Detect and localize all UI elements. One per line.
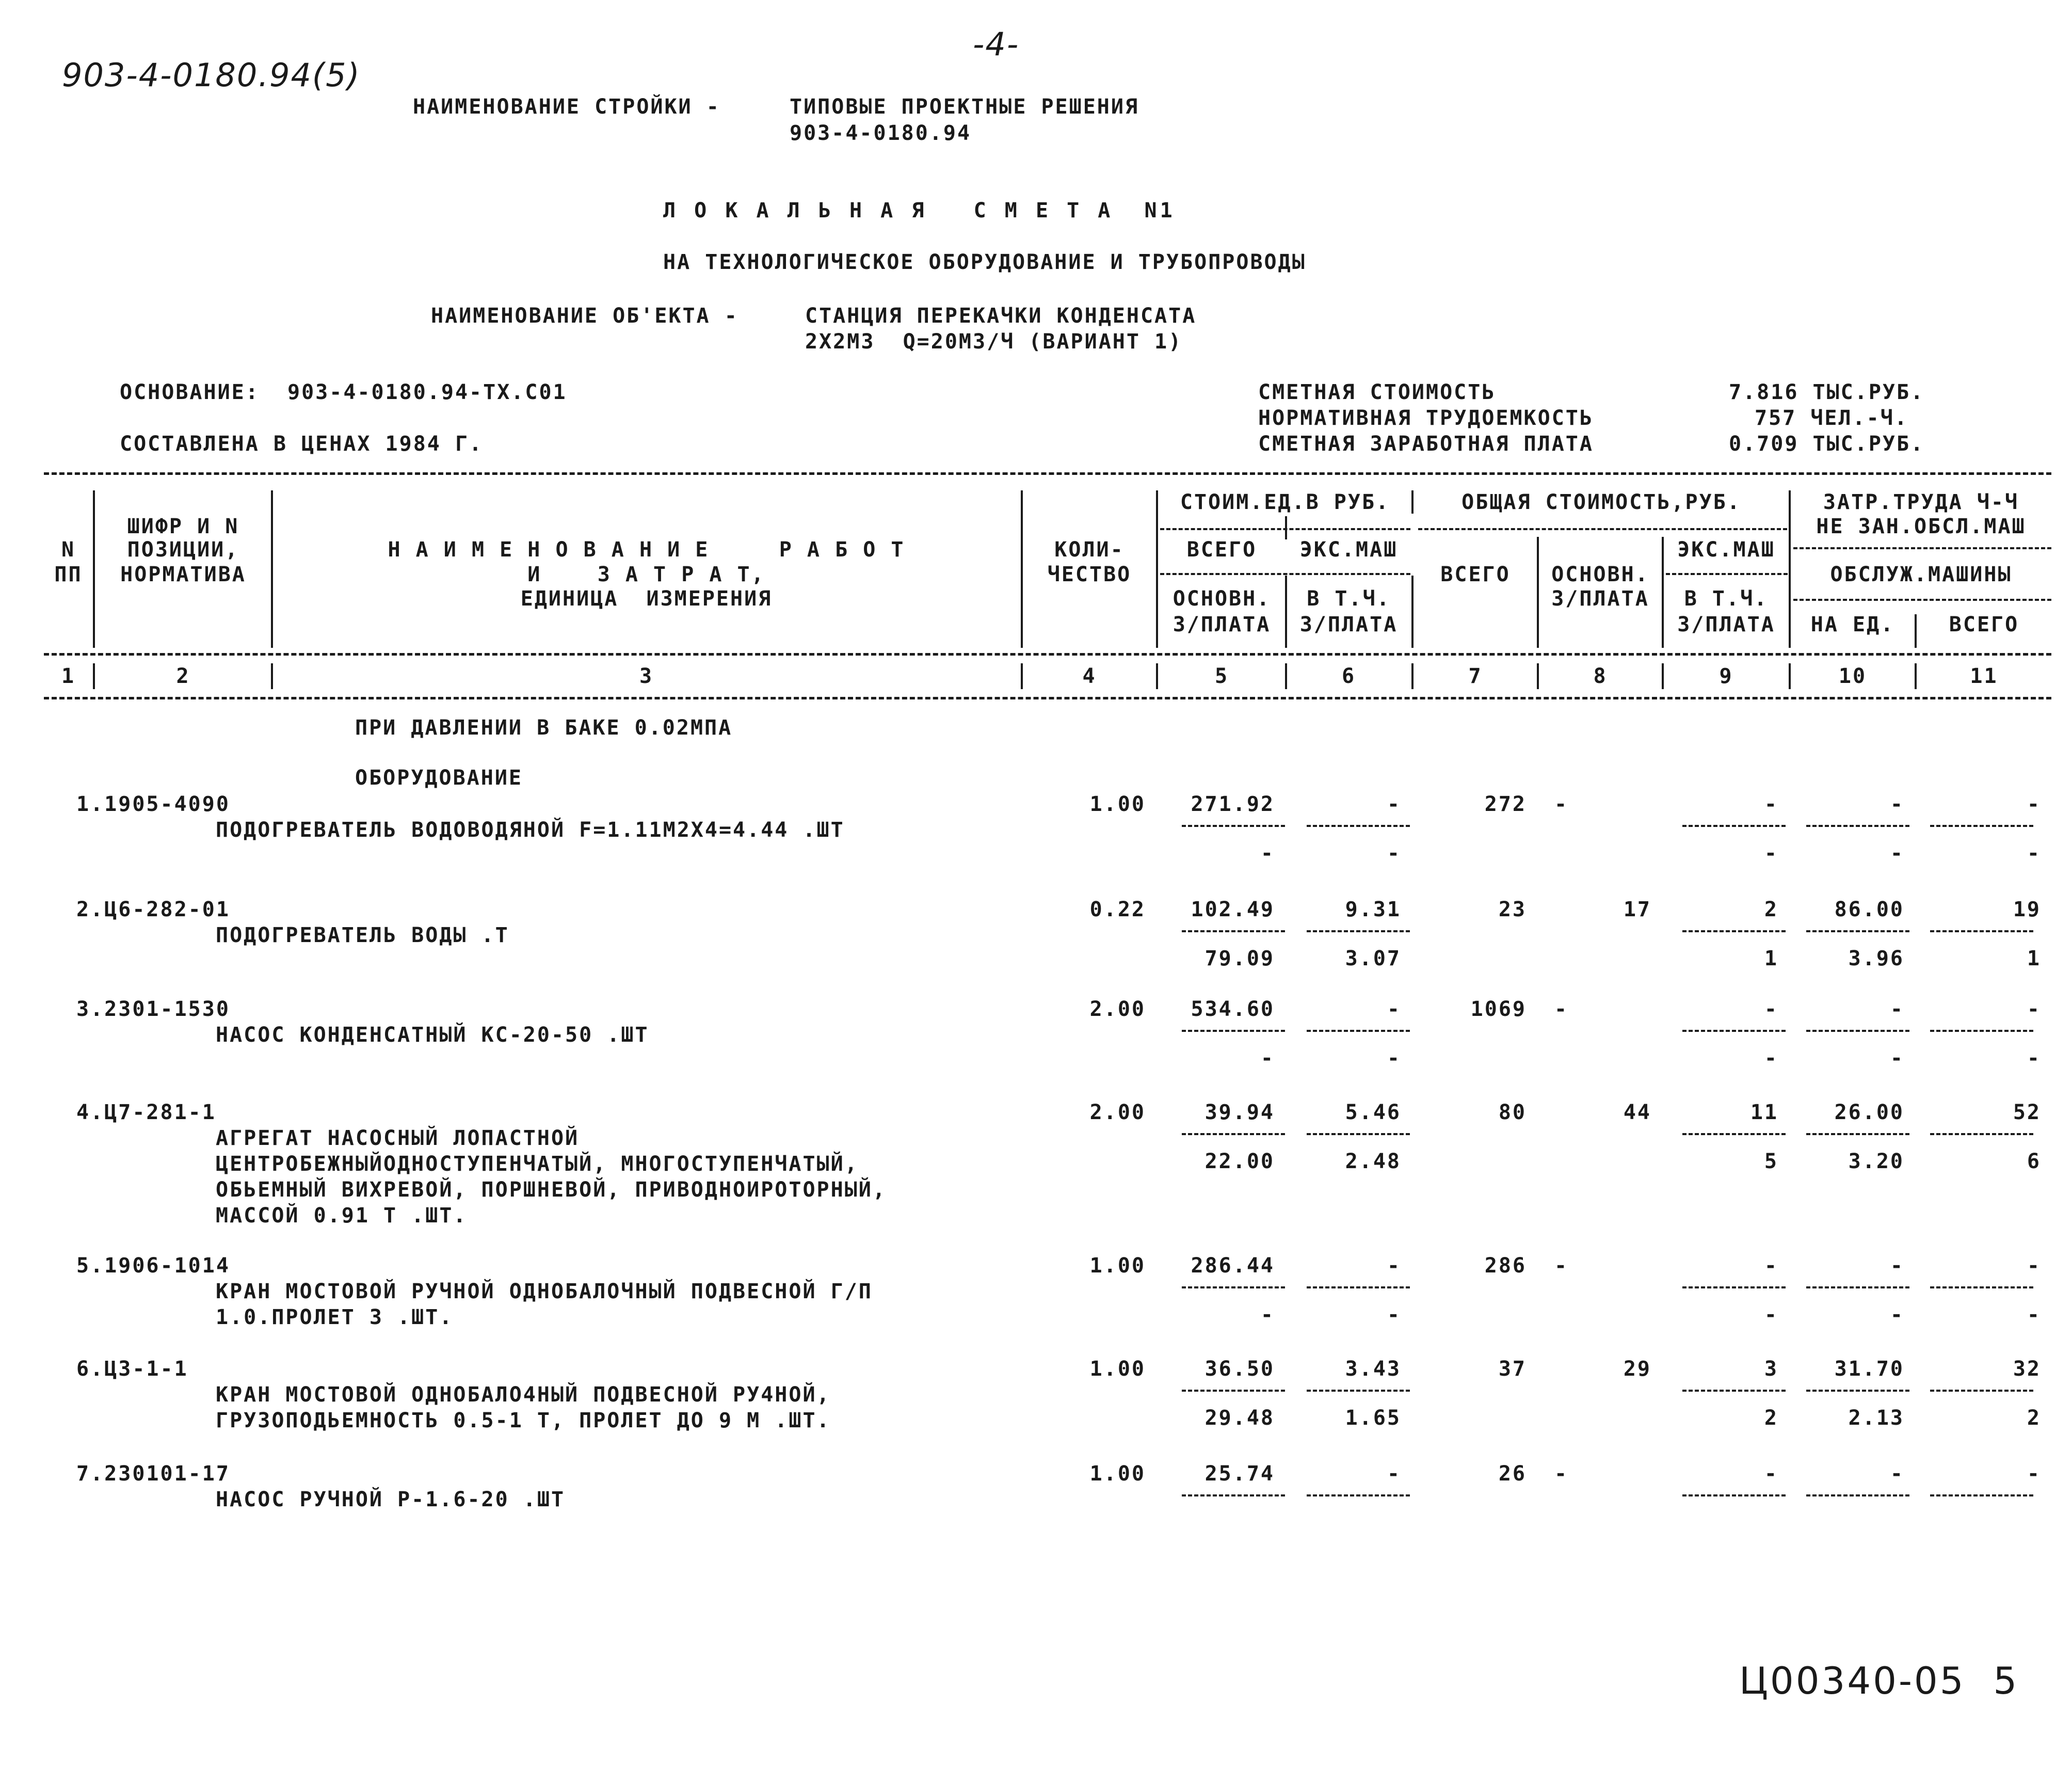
archive-stamp: Ц00340-05 5	[1739, 1659, 2019, 1702]
cell-qty: 1.00	[1089, 1357, 1146, 1381]
header-bottom-rule	[44, 653, 2051, 656]
row-divider	[1682, 1286, 1786, 1288]
hdr-code-1: ШИФР И N	[127, 515, 239, 538]
hdr-code-3: НОРМАТИВА	[120, 563, 246, 586]
cell-unit: 25.74	[1204, 1462, 1275, 1486]
hdr-name-3: ЕДИНИЦА ИЗМЕРЕНИЯ	[520, 587, 773, 611]
labor-label: НОРМАТИВНАЯ ТРУДОЕМКОСТЬ	[1258, 406, 1594, 430]
cell-qty: 2.00	[1089, 1101, 1146, 1124]
cell-tbase: -	[1554, 792, 1569, 816]
hdr-labor-unit: НА ЕД.	[1810, 613, 1895, 636]
cell-l11: -	[2027, 1254, 2041, 1278]
hdr-labor-all: ВСЕГО	[1949, 613, 2019, 636]
doc-title: Л О К А Л Ь Н А Я С М Е Т А N1	[663, 199, 1176, 222]
cell-exs: 9.31	[1345, 898, 1401, 921]
cell-texs: 11	[1750, 1101, 1778, 1124]
hdr-unit-incl: В Т.Ч.	[1307, 587, 1391, 611]
row-divider	[1307, 1390, 1410, 1392]
row-divider	[1307, 825, 1410, 827]
row-divider	[1806, 930, 1909, 932]
cell-tbase: -	[1554, 1254, 1569, 1278]
row-divider	[1806, 1390, 1909, 1392]
hdr-total-base: ОСНОВН.	[1551, 563, 1649, 586]
row-divider	[1307, 1494, 1410, 1496]
cell-tincl: 2	[1764, 1406, 1778, 1430]
hdr-qty-1: КОЛИ-	[1054, 538, 1125, 562]
row-code: 6.Ц3-1-1	[76, 1357, 188, 1381]
cell-l10: -	[1890, 1462, 1904, 1486]
row-name: МАССОЙ 0.91 Т .ШТ.	[216, 1204, 468, 1228]
cell-base: -	[1260, 1303, 1275, 1327]
cell-qty: 0.22	[1089, 898, 1146, 921]
cell-base: 22.00	[1204, 1150, 1275, 1173]
cell-m11: -	[2027, 1046, 2041, 1070]
cell-l10: -	[1890, 1254, 1904, 1278]
row-name: КРАН МОСТОВОЙ ОДНОБАЛО4НЫЙ ПОДВЕСНОЙ РУ4НОЙ,	[216, 1383, 831, 1407]
row-name: ЦЕНТРОБЕЖНЫЙОДНОСТУПЕНЧАТЫЙ, МНОГОСТУПЕНЧАТЫЙ,	[216, 1152, 859, 1176]
row-name: КРАН МОСТОВОЙ РУЧНОЙ ОДНОБАЛОЧНЫЙ ПОДВЕСНОЙ Г/П	[216, 1280, 873, 1303]
row-divider	[1182, 1286, 1285, 1288]
hdr-total-incl-wage: З/ПЛАТА	[1677, 613, 1775, 636]
row-divider	[1307, 1030, 1410, 1032]
construction-label: НАИМЕНОВАНИЕ СТРОЙКИ -	[413, 95, 720, 119]
cell-qty: 2.00	[1089, 997, 1146, 1021]
hdr-unit-total: ВСЕГО	[1186, 538, 1257, 562]
object-variant: 2Х2М3 Q=20М3/Ч (ВАРИАНТ 1)	[805, 330, 1183, 354]
row-divider	[1682, 1133, 1786, 1135]
row-divider	[1682, 1030, 1786, 1032]
row-code: 5.1906-1014	[76, 1254, 230, 1278]
cell-l11: -	[2027, 1462, 2041, 1486]
cell-m10: 3.20	[1848, 1150, 1904, 1173]
cell-tbase: 17	[1623, 898, 1651, 921]
cell-qty: 1.00	[1089, 1462, 1146, 1486]
row-divider	[1806, 1494, 1909, 1496]
hdr-total-exs: ЭКС.МАШ	[1677, 538, 1775, 562]
cell-tincl: 5	[1764, 1150, 1778, 1173]
cell-unit: 102.49	[1191, 898, 1275, 921]
row-divider	[1930, 1390, 2033, 1392]
row-code: 7.230101-17	[76, 1462, 230, 1486]
hdr-unit-base: ОСНОВН.	[1172, 587, 1271, 611]
cell-incl: 3.07	[1345, 947, 1401, 970]
row-name: ПОДОГРЕВАТЕЛЬ ВОДОВОДЯНОЙ F=1.11М2Х4=4.44 .ШТ	[216, 818, 845, 842]
row-divider	[1307, 930, 1410, 932]
cell-exs: 5.46	[1345, 1101, 1401, 1124]
cell-texs: -	[1764, 1254, 1778, 1278]
row-divider	[1182, 1133, 1285, 1135]
row-divider	[1682, 1390, 1786, 1392]
row-divider	[1682, 930, 1786, 932]
row-divider	[1182, 930, 1285, 932]
cell-base: -	[1260, 841, 1275, 865]
cell-total: 1069	[1470, 997, 1527, 1021]
row-name: ГРУЗОПОДЬЕМНОСТЬ 0.5-1 Т, ПРОЛЕТ ДО 9 М .ШТ.	[216, 1409, 831, 1432]
cell-exs: -	[1387, 1462, 1401, 1486]
cell-m11: -	[2027, 1303, 2041, 1327]
row-divider	[1307, 1286, 1410, 1288]
cell-texs: 2	[1764, 898, 1778, 921]
cell-l11: -	[2027, 997, 2041, 1021]
hdr-total-wage: З/ПЛАТА	[1551, 587, 1649, 611]
row-divider	[1806, 1030, 1909, 1032]
cell-tbase: 44	[1623, 1101, 1651, 1124]
row-divider	[1806, 1286, 1909, 1288]
cell-exs: -	[1387, 997, 1401, 1021]
cell-tbase: -	[1554, 997, 1569, 1021]
labor-value: 757 ЧЕЛ.-Ч.	[1755, 406, 1908, 430]
cell-total: 26	[1498, 1462, 1527, 1486]
row-divider	[1682, 825, 1786, 827]
row-code: 2.Ц6-282-01	[76, 898, 230, 921]
hdr-total-all: ВСЕГО	[1440, 563, 1511, 586]
hdr-unit-wage: З/ПЛАТА	[1172, 613, 1271, 636]
object-value: СТАНЦИЯ ПЕРЕКАЧКИ КОНДЕНСАТА	[805, 304, 1197, 328]
cell-exs: -	[1387, 1254, 1401, 1278]
object-label: НАИМЕНОВАНИЕ ОБ'ЕКТА -	[431, 304, 738, 328]
cell-tbase: 29	[1623, 1357, 1651, 1381]
cell-incl: -	[1387, 1303, 1401, 1327]
cell-qty: 1.00	[1089, 792, 1146, 816]
cell-texs: -	[1764, 997, 1778, 1021]
cell-base: 79.09	[1204, 947, 1275, 970]
cell-total: 272	[1484, 792, 1527, 816]
cell-unit: 39.94	[1204, 1101, 1275, 1124]
row-divider	[1307, 1133, 1410, 1135]
cost-value: 7.816 ТЫС.РУБ.	[1729, 380, 1925, 404]
cell-m10: -	[1890, 1046, 1904, 1070]
cell-incl: -	[1387, 841, 1401, 865]
row-code: 4.Ц7-281-1	[76, 1101, 216, 1124]
row-divider	[1182, 1390, 1285, 1392]
cell-m11: -	[2027, 841, 2041, 865]
row-divider	[1806, 825, 1909, 827]
hdr-labor-sub: НЕ ЗАН.ОБСЛ.МАШ	[1816, 515, 2026, 538]
cell-base: -	[1260, 1046, 1275, 1070]
table-top-rule	[44, 472, 2051, 475]
wage-value: 0.709 ТЫС.РУБ.	[1729, 432, 1925, 456]
cell-total: 37	[1498, 1357, 1527, 1381]
cell-incl: 1.65	[1345, 1406, 1401, 1430]
row-name: ОБЬЕМНЫЙ ВИХРЕВОЙ, ПОРШНЕВОЙ, ПРИВОДНОИРОТОРНЫЙ,	[216, 1178, 887, 1202]
row-divider	[1930, 1133, 2033, 1135]
hdr-unit-cost: СТОИМ.ЕД.В РУБ.	[1180, 490, 1390, 514]
cell-l11: 52	[2013, 1101, 2041, 1124]
cell-tbase: -	[1554, 1462, 1569, 1486]
cell-exs: 3.43	[1345, 1357, 1401, 1381]
cell-exs: -	[1387, 792, 1401, 816]
section-pressure: ПРИ ДАВЛЕНИИ В БАКЕ 0.02МПА	[355, 716, 733, 740]
cell-total: 23	[1498, 898, 1527, 921]
cell-l11: -	[2027, 792, 2041, 816]
cell-tincl: -	[1764, 1303, 1778, 1327]
cell-m10: 2.13	[1848, 1406, 1904, 1430]
cell-l11: 19	[2013, 898, 2041, 921]
cell-l10: -	[1890, 997, 1904, 1021]
wage-label: СМЕТНАЯ ЗАРАБОТНАЯ ПЛАТА	[1258, 432, 1594, 456]
cell-unit: 36.50	[1204, 1357, 1275, 1381]
cell-l10: 86.00	[1834, 898, 1904, 921]
row-divider	[1930, 1494, 2033, 1496]
row-code: 3.2301-1530	[76, 997, 230, 1021]
hdr-name-2: И З А Т Р А Т,	[527, 563, 765, 586]
cell-l10: 31.70	[1834, 1357, 1904, 1381]
hdr-code-2: ПОЗИЦИИ,	[127, 538, 239, 562]
hdr-labor-mach: ОБСЛУЖ.МАШИНЫ	[1830, 563, 2012, 586]
cell-l10: -	[1890, 792, 1904, 816]
cell-m11: 1	[2027, 947, 2041, 970]
cell-base: 29.48	[1204, 1406, 1275, 1430]
cell-incl: 2.48	[1345, 1150, 1401, 1173]
hdr-total-incl: В Т.Ч.	[1684, 587, 1769, 611]
cell-qty: 1.00	[1089, 1254, 1146, 1278]
cell-tincl: -	[1764, 841, 1778, 865]
hdr-unit-incl-wage: З/ПЛАТА	[1299, 613, 1398, 636]
row-name: НАСОС КОНДЕНСАТНЫЙ КС-20-50 .ШТ	[216, 1023, 649, 1047]
cell-incl: -	[1387, 1046, 1401, 1070]
cell-m10: 3.96	[1848, 947, 1904, 970]
cell-m10: -	[1890, 1303, 1904, 1327]
hdr-total-cost: ОБЩАЯ СТОИМОСТЬ,РУБ.	[1461, 490, 1741, 514]
row-divider	[1930, 825, 2033, 827]
cell-m10: -	[1890, 841, 1904, 865]
cell-total: 286	[1484, 1254, 1527, 1278]
row-name: НАСОС РУЧНОЙ Р-1.6-20 .ШТ	[216, 1488, 566, 1511]
row-divider	[1182, 1494, 1285, 1496]
row-divider	[1930, 1030, 2033, 1032]
cell-tincl: 1	[1764, 947, 1778, 970]
prices-year: СОСТАВЛЕНА В ЦЕНАХ 1984 Г.	[120, 432, 484, 456]
cell-unit: 286.44	[1191, 1254, 1275, 1278]
numbers-bottom-rule	[44, 697, 2051, 699]
row-divider	[1930, 1286, 2033, 1288]
hdr-qty-2: ЧЕСТВО	[1047, 563, 1132, 586]
row-divider	[1182, 1030, 1285, 1032]
cell-unit: 534.60	[1191, 997, 1275, 1021]
row-divider	[1682, 1494, 1786, 1496]
doc-subtitle: НА ТЕХНОЛОГИЧЕСКОЕ ОБОРУДОВАНИЕ И ТРУБОПРОВОДЫ	[663, 250, 1306, 274]
cost-label: СМЕТНАЯ СТОИМОСТЬ	[1258, 380, 1496, 404]
cell-texs: -	[1764, 1462, 1778, 1486]
construction-value: ТИПОВЫЕ ПРОЕКТНЫЕ РЕШЕНИЯ	[790, 95, 1139, 119]
hdr-name-1: Н А И М Е Н О В А Н И Е Р А Б О Т	[388, 538, 905, 562]
construction-code: 903-4-0180.94	[790, 121, 972, 145]
row-name: 1.0.ПРОЛЕТ 3 .ШТ.	[216, 1305, 454, 1329]
cell-total: 80	[1498, 1101, 1527, 1124]
row-name: ПОДОГРЕВАТЕЛЬ ВОДЫ .Т	[216, 923, 509, 947]
hdr-unit-exs: ЭКС.МАШ	[1299, 538, 1398, 562]
handwritten-code: 903-4-0180.94(5)	[62, 56, 361, 94]
cell-l10: 26.00	[1834, 1101, 1904, 1124]
cell-texs: 3	[1764, 1357, 1778, 1381]
cell-m11: 6	[2027, 1150, 2041, 1173]
row-divider	[1806, 1133, 1909, 1135]
page-number: -4-	[973, 25, 1020, 63]
row-divider	[1182, 825, 1285, 827]
cell-unit: 271.92	[1191, 792, 1275, 816]
hdr-n: N	[61, 538, 76, 562]
cell-texs: -	[1764, 792, 1778, 816]
row-divider	[1930, 930, 2033, 932]
section-equipment: ОБОРУДОВАНИЕ	[355, 766, 523, 790]
hdr-pp: ПП	[54, 563, 83, 586]
row-code: 1.1905-4090	[76, 792, 230, 816]
basis: ОСНОВАНИЕ: 903-4-0180.94-ТХ.С01	[120, 380, 567, 404]
row-name: АГРЕГАТ НАСОСНЫЙ ЛОПАСТНОЙ	[216, 1126, 580, 1150]
cell-m11: 2	[2027, 1406, 2041, 1430]
hdr-labor: ЗАТР.ТРУДА Ч-Ч	[1823, 490, 2019, 514]
cell-l11: 32	[2013, 1357, 2041, 1381]
cell-tincl: -	[1764, 1046, 1778, 1070]
